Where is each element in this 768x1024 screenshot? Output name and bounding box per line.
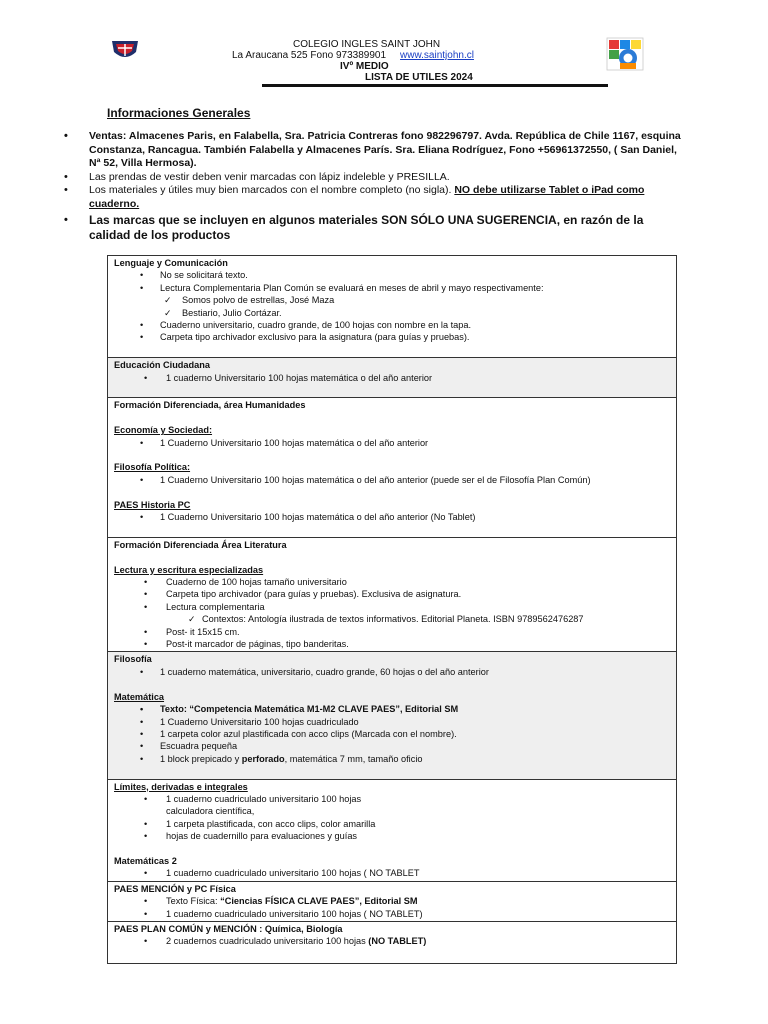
general-info-list: [64, 130, 684, 243]
list-item: • hojas de cuadernillo para evaluaciones y guías: [114, 830, 670, 842]
section-heading: Filosofía: [114, 654, 152, 665]
subsection-heading: PAES Historia PC: [114, 499, 191, 510]
list-item: • 1 cuaderno matemática, universitario, cuadro grande, 60 hojas o del año anterior: [114, 666, 670, 678]
list-item: • Cuaderno universitario, cuadro grande, de 100 hojas con nombre en la tapa.: [114, 319, 670, 331]
quimica-text-b: (NO TABLET): [368, 936, 427, 947]
supplies-table: [107, 255, 677, 964]
list-item: • Cuaderno de 100 hojas tamaño universitario: [114, 576, 670, 588]
section-heading: PAES PLAN COMÚN y MENCIÓN : Química, Biología: [114, 923, 343, 934]
list-item: • 1 cuaderno cuadriculado universitario 100 hojas ( NO TABLET: [114, 867, 670, 879]
subsection-heading: Matemática: [114, 691, 165, 702]
list-item: • 1 cuaderno cuadriculado universitario 100 hojas ( NO TABLET): [114, 908, 670, 920]
fisica-section: [108, 882, 676, 922]
civica-section: [108, 358, 676, 398]
block-text-c: , matemática 7 mm, tamaño oficio: [284, 753, 423, 764]
limites-section: [108, 780, 676, 882]
subsection-heading: Economía y Sociedad:: [114, 425, 213, 436]
list-item: • No se solicitará texto.: [114, 269, 670, 281]
list-item: • Escuadra pequeña: [114, 740, 670, 752]
list-item: • Post-it marcador de páginas, tipo banderitas.: [114, 638, 670, 650]
block-text-b: perforado: [241, 753, 285, 764]
book-item: ✓ Somos polvo de estrellas, José Maza: [114, 294, 670, 306]
list-item: • Carpeta tipo archivador exclusivo para la asignatura (para guías y pruebas).: [114, 331, 670, 343]
school-address: [232, 50, 532, 61]
list-item: • Post- it 15x15 cm.: [114, 626, 670, 638]
list-item: • 1 Cuaderno Universitario 100 hojas cuadriculado: [114, 716, 670, 728]
filosofia-matematica-section: [108, 652, 676, 779]
list-item: • Ventas: Almacenes Paris, en Falabella, Sra. Patricia Contreras fono 982296797. Avda. República de Chile 1167, esquina Constanza, Rancagua. También Falabella y Almacenes París. Sra. Eliana Rodríguez, Fono +56961372550, ( San Daniel, Nª 52, Villa Hermosa).: [64, 130, 684, 171]
general-info-title: Informaciones Generales: [107, 106, 251, 120]
header-rule: [262, 84, 608, 87]
book-item: ✓ Bestiario, Julio Cortázar.: [114, 307, 670, 319]
g-logo-icon: [606, 37, 644, 71]
list-item: • 1 cuaderno cuadriculado universitario 100 hojas: [114, 793, 670, 805]
section-heading: Formación Diferenciada, área Humanidades: [114, 400, 306, 411]
website-link[interactable]: www.saintjohn.cl: [400, 50, 474, 61]
list-item: • Lectura Complementaria Plan Común se evaluará en meses de abril y mayo respectivamente:: [114, 282, 670, 294]
list-item: • 1 carpeta plastificada, con acco clips, color amarilla: [114, 818, 670, 830]
list-item: [114, 935, 670, 947]
list-item: • 1 Cuaderno Universitario 100 hojas matemática o del año anterior (puede ser el de Filosofía Plan Común): [114, 474, 670, 486]
materials-text: Los materiales y útiles muy bien marcados con el nombre completo (no sigla).: [89, 184, 452, 196]
literatura-section: [108, 538, 676, 653]
subsection-heading: Filosofía Política:: [114, 462, 191, 473]
list-item: [114, 753, 670, 765]
list-item: • Texto: “Competencia Matemática M1-M2 CLAVE PAES”, Editorial SM: [114, 703, 670, 715]
school-crest-icon: [110, 38, 140, 62]
list-item: • 1 Cuaderno Universitario 100 hojas matemática o del año anterior (No Tablet): [114, 511, 670, 523]
list-item: • 1 cuaderno Universitario 100 hojas matemática o del año anterior: [114, 372, 670, 384]
grade-label: IVº MEDIO: [340, 61, 389, 72]
list-item: calculadora científica,: [166, 806, 255, 817]
address-text: La Araucana 525 Fono 973389901: [232, 50, 387, 61]
list-item: • 1 carpeta color azul plastificada con acco clips (Marcada con el nombre).: [114, 728, 670, 740]
list-item: • Las marcas que se incluyen en algunos materiales SON SÓLO UNA SUGERENCIA, en razón de la calidad de los productos: [64, 213, 684, 243]
list-item: [64, 184, 684, 211]
list-title: LISTA DE UTILES 2024: [365, 72, 473, 83]
section-heading: PAES MENCIÓN y PC Física: [114, 883, 236, 894]
school-name: COLEGIO INGLES SAINT JOHN: [293, 39, 441, 50]
quimica-section: [108, 922, 676, 963]
subsection-heading: Matemáticas 2: [114, 855, 177, 866]
section-heading: Educación Ciudadana: [114, 360, 210, 371]
quimica-text-a: 2 cuadernos cuadriculado universitario 100 hojas: [166, 936, 369, 947]
book-item: ✓ Contextos: Antología ilustrada de textos informativos. Editorial Planeta. ISBN 9789562476287: [114, 613, 670, 625]
fisica-text-b: “Ciencias FÍSICA CLAVE PAES”, Editorial SM: [220, 896, 418, 907]
block-text-a: 1 block prepicado y: [160, 753, 242, 764]
list-item: [114, 895, 670, 907]
list-item: • Las prendas de vestir deben venir marcadas con lápiz indeleble y PRESILLA.: [64, 171, 684, 185]
section-heading: Lenguaje y Comunicación: [114, 258, 228, 268]
section-heading: Límites, derivadas e integrales: [114, 781, 248, 792]
lenguaje-section: [108, 256, 676, 358]
no-tablet-note: NO debe utilizarse Tablet o iPad como cuaderno.: [89, 184, 645, 210]
list-item: • Carpeta tipo archivador (para guías y pruebas). Exclusiva de asignatura.: [114, 588, 670, 600]
humanidades-section: [108, 398, 676, 537]
fisica-text-a: Texto Física:: [166, 896, 221, 907]
list-item: • Lectura complementaria: [114, 601, 670, 613]
subsection-heading: Lectura y escritura especializadas: [114, 564, 264, 575]
list-item: • 1 Cuaderno Universitario 100 hojas matemática o del año anterior: [114, 437, 670, 449]
header-text: [232, 39, 532, 83]
section-heading: Formación Diferenciada Área Literatura: [114, 539, 287, 550]
document-header: [0, 0, 768, 100]
